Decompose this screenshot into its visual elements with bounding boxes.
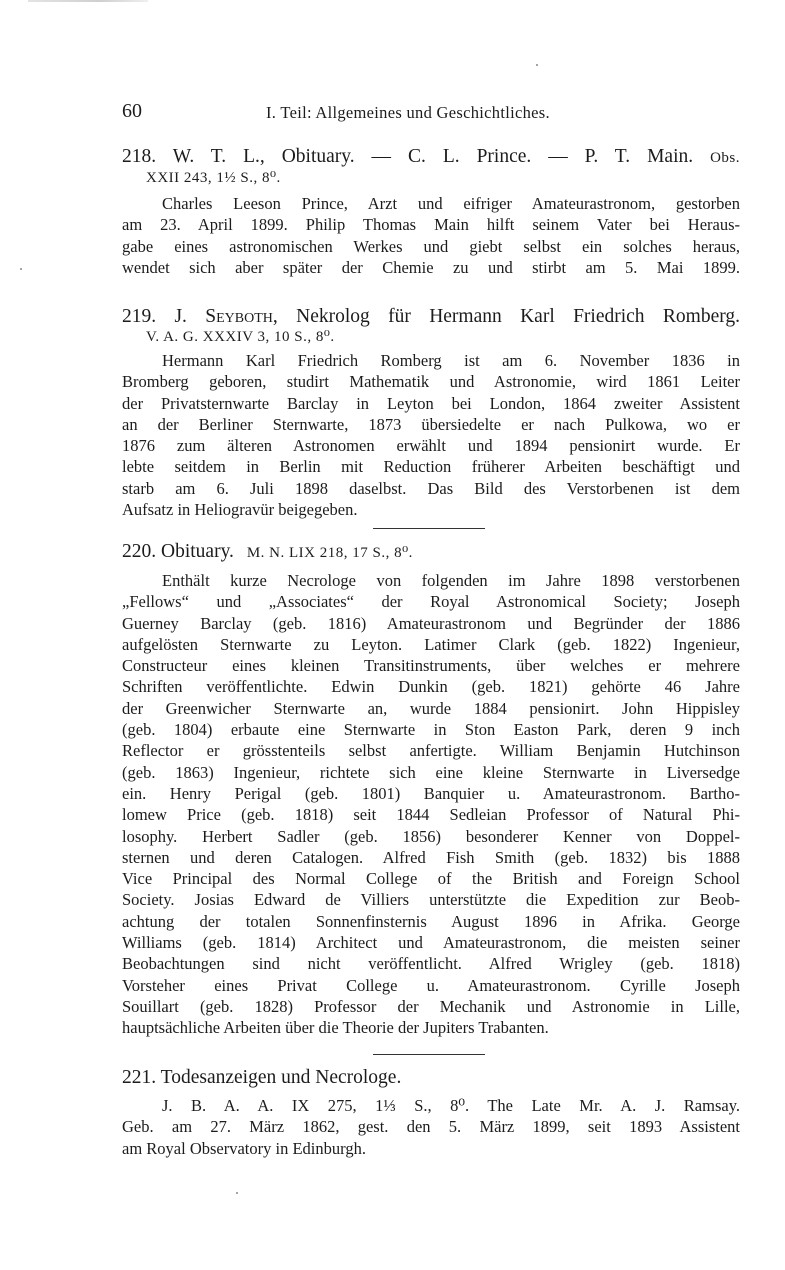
body-line: starb am 6. Juli 1898 daselbst. Das Bild des Verstorbenen ist dem bbox=[122, 478, 740, 498]
body-line: Constructeur eines kleinen Transitinstruments, über welches er mehrere bbox=[122, 656, 740, 676]
entry-title: W. T. L., Obituary. — C. L. Prince. — P. T. Main. bbox=[172, 146, 694, 167]
entry-number: 220. bbox=[122, 541, 157, 562]
entry-title: Nekrolog für Hermann Karl Friedrich Romberg. bbox=[296, 306, 740, 327]
page-header bbox=[122, 100, 740, 126]
entry-body bbox=[122, 1095, 740, 1159]
entry-heading bbox=[122, 541, 740, 564]
body-line: Hermann Karl Friedrich Romberg ist am 6. November 1836 in bbox=[162, 351, 740, 370]
scan-artifact bbox=[28, 0, 148, 2]
body-line: hauptsächliche Arbeiten über die Theorie der Jupiters Trabanten. bbox=[122, 1018, 549, 1038]
entry-heading bbox=[122, 1067, 740, 1089]
body-line: 1876 zum älteren Astronomen erwählt und 1894 pensionirt wurde. Er bbox=[122, 436, 740, 456]
body-line: (geb. 1863) Ingenieur, richtete sich eine kleine Sternwarte in Liversedge bbox=[122, 762, 740, 782]
body-line: Guerney Barclay (geb. 1816) Amateurastronom und Begründer der 1886 bbox=[122, 613, 740, 633]
body-line: Souillart (geb. 1828) Professor der Mechanik und Astronomie in Lille, bbox=[122, 996, 740, 1016]
entry-220 bbox=[122, 541, 740, 1039]
entry-source-line: V. A. G. XXXIV 3, 10 S., 8⁰. bbox=[146, 329, 335, 345]
body-line: am 23. April 1899. Philip Thomas Main hilft seinem Vater bei Heraus- bbox=[122, 215, 740, 235]
body-line: Bromberg geboren, studirt Mathematik und Astronomie, wird 1861 Leiter bbox=[122, 372, 740, 392]
body-line: achtung der totalen Sonnenfinsternis August 1896 in Afrika. George bbox=[122, 911, 740, 931]
body-line: lomew Price (geb. 1818) seit 1844 Sedleian Professor of Natural Phi- bbox=[122, 805, 740, 825]
body-line: Beobachtungen sind nicht veröffentlicht. Alfred Wrigley (geb. 1818) bbox=[122, 954, 740, 974]
entry-221 bbox=[122, 1067, 740, 1159]
entry-title: Obituary. bbox=[161, 541, 234, 562]
body-line: Enthält kurze Necrologe von folgenden im Jahre 1898 verstorbenen bbox=[162, 571, 740, 590]
scan-speck bbox=[236, 1192, 238, 1194]
entry-number: 218. bbox=[122, 146, 157, 167]
entry-source-inline: Obs. bbox=[710, 150, 740, 166]
body-line: aufgelösten Sternwarte zu Leyton. Latimer Clark (geb. 1822) Ingenieur, bbox=[122, 634, 740, 654]
entry-source-line: XXII 243, 1½ S., 8⁰. bbox=[146, 170, 281, 186]
body-line: Charles Leeson Prince, Arzt und eifriger Amateurastronom, gestorben bbox=[162, 194, 740, 213]
entry-body bbox=[122, 193, 740, 278]
entry-source-inline: M. N. LIX 218, 17 S., 8⁰. bbox=[246, 545, 413, 561]
entry-body bbox=[122, 570, 740, 1039]
body-line: losophy. Herbert Sadler (geb. 1856) besonderer Kenner von Doppel- bbox=[122, 826, 740, 846]
body-line: wendet sich aber später der Chemie zu und stirbt am 5. Mai 1899. bbox=[122, 257, 740, 277]
body-line: gabe eines astronomischen Werkes und giebt selbst ein solches heraus, bbox=[122, 236, 740, 256]
body-line: Geb. am 27. März 1862, gest. den 5. März 1899, seit 1893 Assistent bbox=[122, 1117, 740, 1137]
section-divider bbox=[373, 1054, 485, 1055]
body-line: „Fellows“ und „Associates“ der Royal Astronomical Society; Joseph bbox=[122, 592, 740, 612]
body-line: (geb. 1804) erbaute eine Sternwarte in Ston Easton Park, deren 9 inch bbox=[122, 720, 740, 740]
body-line: Schriften veröffentlichte. Edwin Dunkin (geb. 1821) gehörte 46 Jahre bbox=[122, 677, 740, 697]
entry-heading bbox=[122, 306, 740, 328]
body-line: J. B. A. A. IX 275, 1⅓ S., 8⁰. The Late Mr. A. J. Ramsay. bbox=[162, 1096, 740, 1115]
body-line: Reflector er grösstenteils selbst anfertigte. William Benjamin Hutchinson bbox=[122, 741, 740, 761]
entry-218 bbox=[122, 146, 740, 278]
body-line: Society. Josias Edward de Villiers unterstützte die Expedition zur Beob- bbox=[122, 890, 740, 910]
entry-number: 221. bbox=[122, 1067, 157, 1088]
running-head: I. Teil: Allgemeines und Geschichtliches. bbox=[266, 103, 550, 122]
entry-219 bbox=[122, 306, 740, 520]
body-line: Aufsatz in Heliogravür beigegeben. bbox=[122, 500, 358, 520]
scan-speck bbox=[20, 268, 22, 270]
body-line: Williams (geb. 1814) Architect und Amateurastronom, die meisten seiner bbox=[122, 933, 740, 953]
entry-number: 219. bbox=[122, 306, 157, 327]
section-divider bbox=[373, 528, 485, 529]
body-line: der Privatsternwarte Barclay in Leyton bei London, 1864 zweiter Assistent bbox=[122, 393, 740, 413]
body-line: Vorsteher eines Privat College u. Amateurastronom. Cyrille Joseph bbox=[122, 975, 740, 995]
entry-heading bbox=[122, 146, 740, 169]
body-line: sternen und deren Catalogen. Alfred Fish Smith (geb. 1832) bis 1888 bbox=[122, 847, 740, 867]
body-line: am Royal Observatory in Edinburgh. bbox=[122, 1138, 366, 1158]
body-line: an der Berliner Sternwarte, 1873 übersiedelte er nach Pulkowa, wo er bbox=[122, 414, 740, 434]
scan-speck bbox=[536, 64, 538, 66]
entry-body bbox=[122, 350, 740, 520]
page-number: 60 bbox=[122, 100, 142, 122]
entry-title: Todesanzeigen und Necrologe. bbox=[160, 1067, 402, 1088]
body-line: lebte seitdem in Berlin mit Reduction früherer Arbeiten beschäftigt und bbox=[122, 457, 740, 477]
body-line: der Greenwicher Sternwarte an, wurde 1884 pensionirt. John Hippisley bbox=[122, 698, 740, 718]
body-line: ein. Henry Perigal (geb. 1801) Banquier u. Amateurastronom. Bartho- bbox=[122, 783, 740, 803]
entry-author: J. Seyboth, bbox=[174, 306, 278, 327]
body-line: Vice Principal des Normal College of the British and Foreign School bbox=[122, 869, 740, 889]
